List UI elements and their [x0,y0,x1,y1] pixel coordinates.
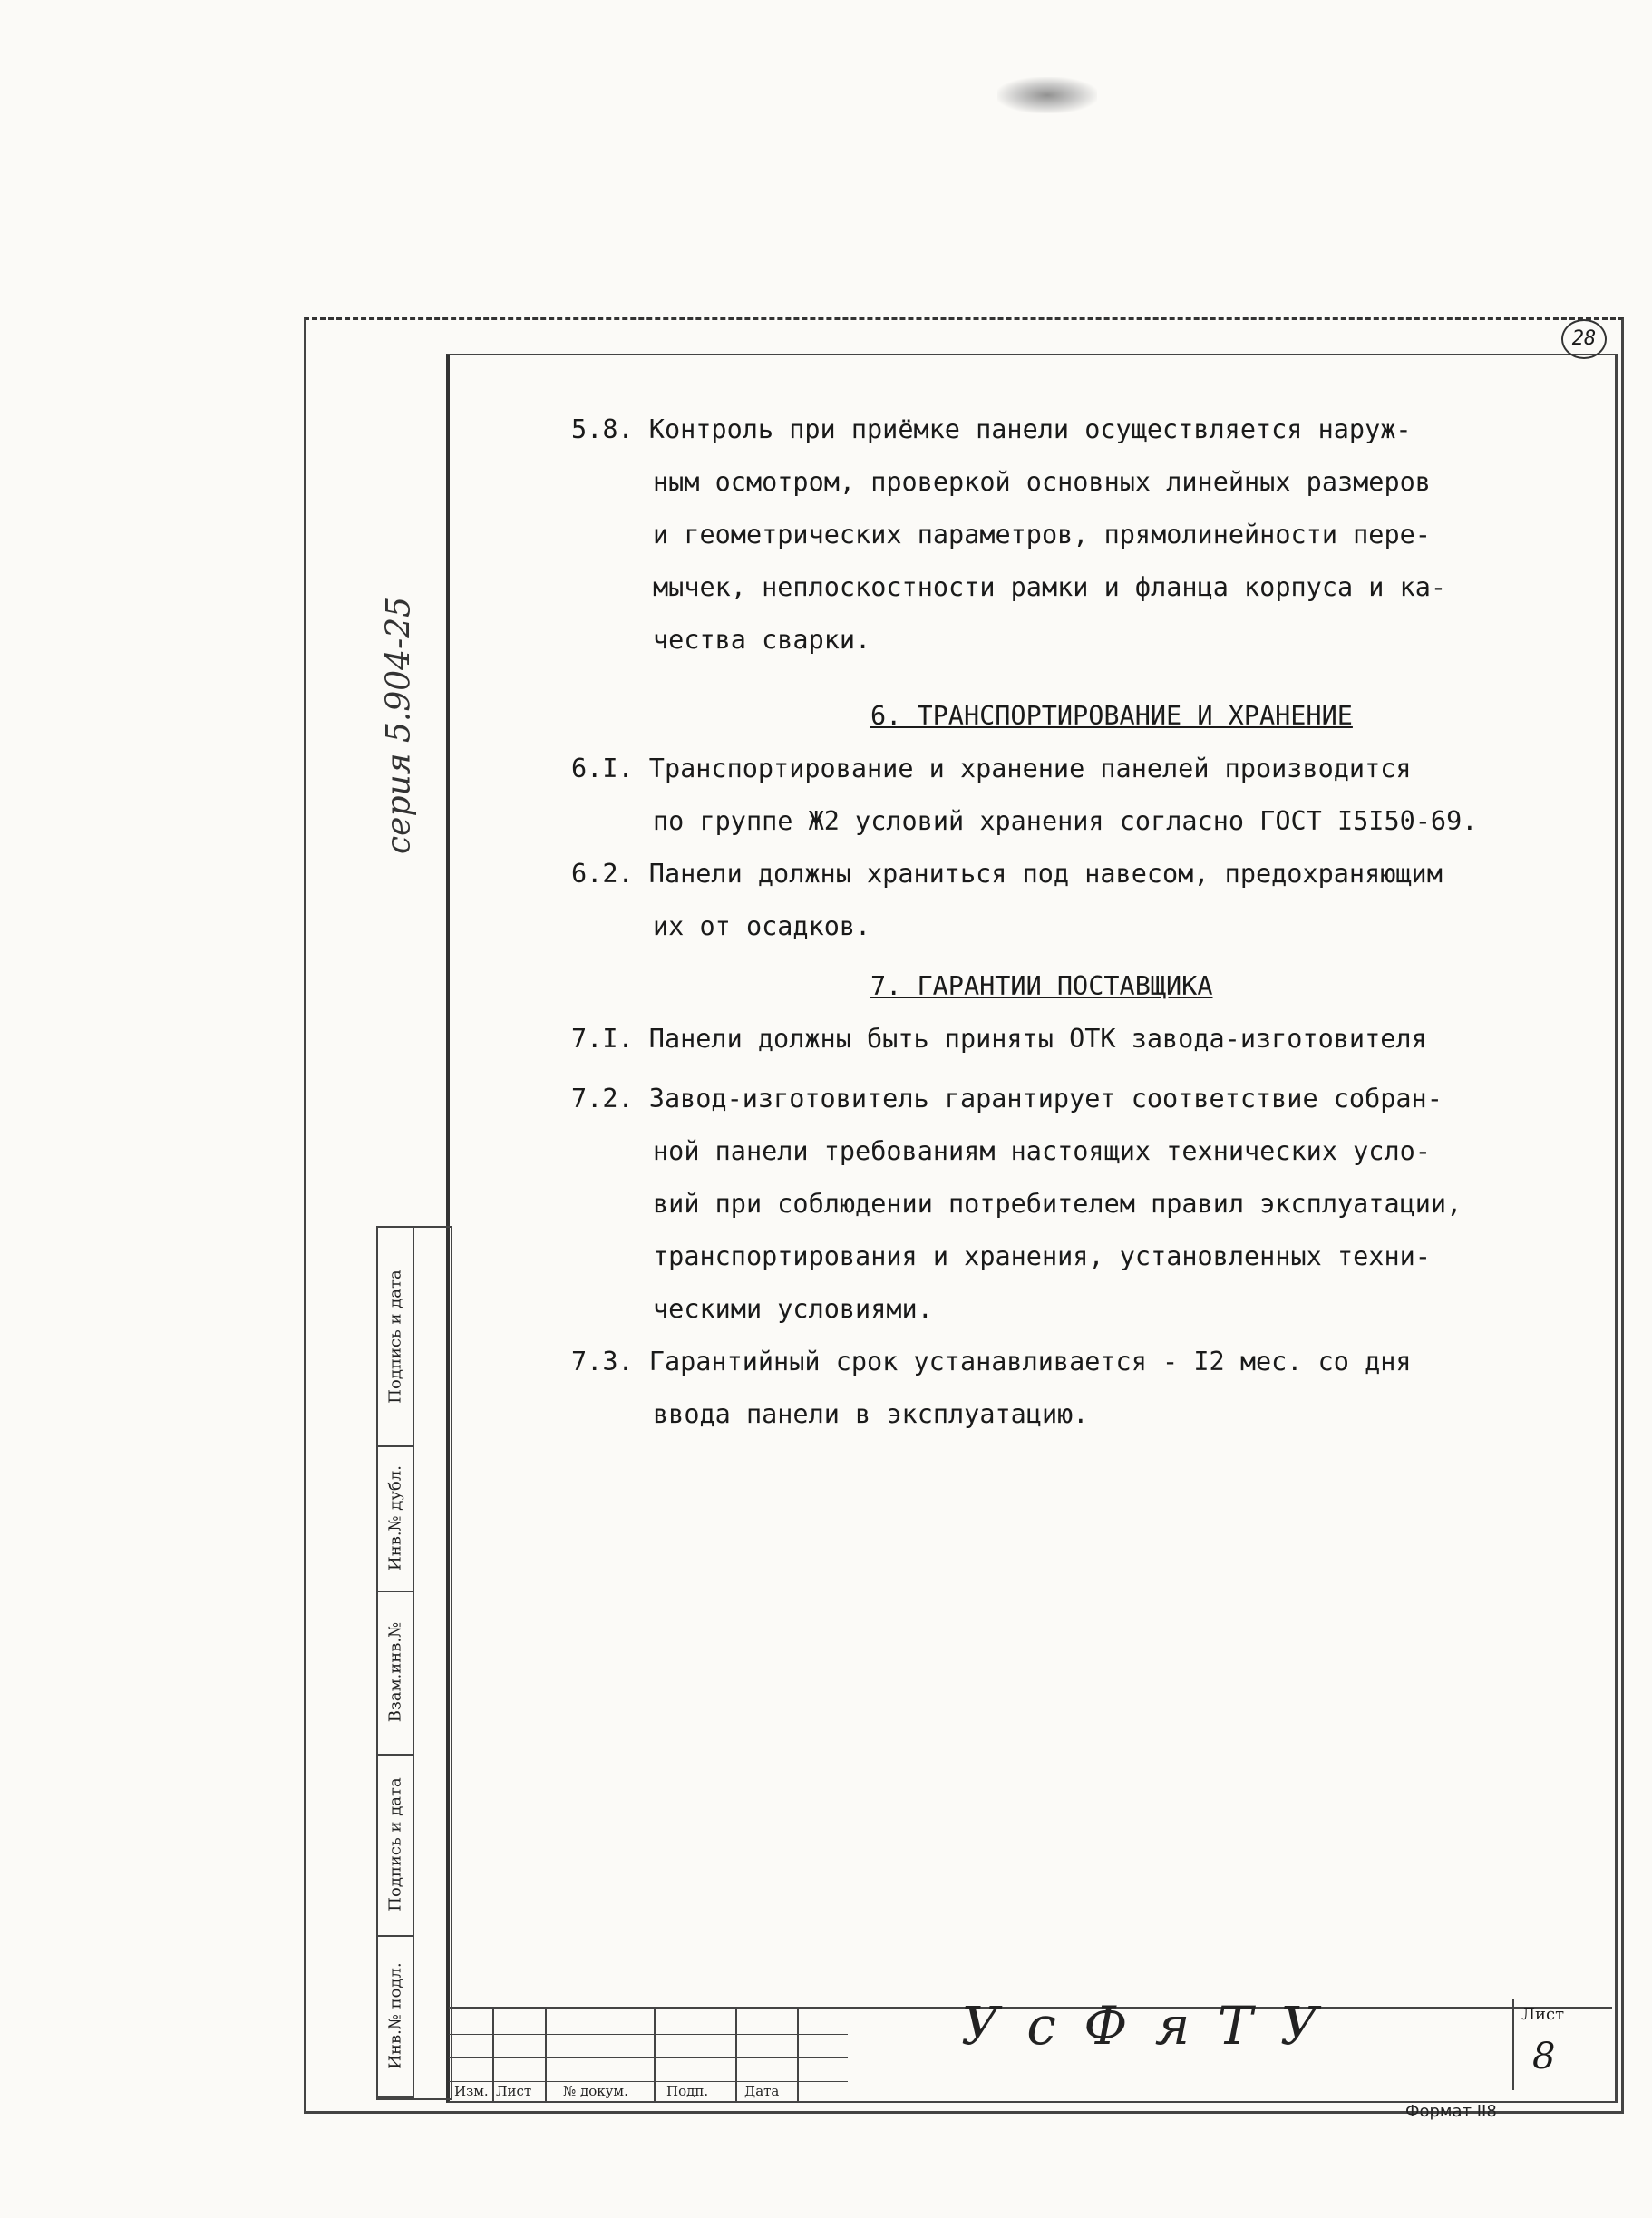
tb-label: Лист [496,2083,532,2099]
text-line: и геометрических параметров, прямолинейности пере- [653,520,1431,550]
text-line: 5.8. Контроль при приёмке панели осуществляется наруж- [571,414,1412,444]
series-stamp [363,544,435,907]
sidebar-label: Подпись и дата [385,1777,405,1912]
title-block-grid [449,2009,848,2102]
scan-smudge [997,77,1097,113]
sidebar-cell [378,1445,414,1592]
sheet-label: Лист [1521,2005,1565,2024]
sidebar-label: Взам.инв.№ [385,1621,405,1723]
series-stamp-text: серия 5.904-25 [380,596,418,855]
text-line: по группе Ж2 условий хранения согласно ГОСТ I5I50-69. [653,806,1478,836]
text-line: 6.2. Панели должны храниться под навесом, предохраняющим [571,859,1443,889]
tb-label: Дата [744,2083,780,2099]
text-line: ным осмотром, проверкой основных линейных размеров [653,467,1431,497]
format-label: Формат II8 [1405,2102,1497,2121]
text-line: их от осадков. [653,911,871,941]
approval-sidebar [376,1226,452,2100]
sheet-number: 8 [1532,2036,1556,2077]
sidebar-cell [378,1935,414,2098]
text-line: 7.I. Панели должны быть приняты ОТК завода-изготовителя [571,1024,1427,1054]
page-number-mark: 28 [1561,319,1607,359]
sidebar-label: Подпись и дата [385,1270,405,1404]
tb-row [449,2057,848,2058]
sidebar-label: Инв.№ подл. [385,1962,405,2069]
tb-row [449,2081,848,2082]
tb-label: № докум. [563,2083,628,2099]
section-heading: 7. ГАРАНТИИ ПОСТАВЩИКА [870,971,1213,1001]
sidebar-cell [378,1228,414,1447]
tb-label: Изм. [454,2083,489,2099]
text-line: чества сварки. [653,625,871,655]
sidebar-label: Инв.№ дубл. [385,1465,405,1571]
text-line: ввода панели в эксплуатацию. [653,1399,1089,1429]
text-line: транспортирования и хранения, установленных техни- [653,1241,1431,1271]
text-line: мычек, неплоскостности рамки и фланца корпуса и ка- [653,572,1447,602]
tb-label: Подп. [666,2083,709,2099]
document-body [571,404,1550,1441]
document-code: У с Ф я Т У [961,1995,1324,2057]
text-line: 6.I. Транспортирование и хранение панелей производится [571,754,1412,783]
sidebar-cell [378,1591,414,1756]
text-line: вий при соблюдении потребителем правил эксплуатации, [653,1189,1463,1219]
text-line: ной панели требованиям настоящих технических усло- [653,1136,1431,1166]
sheet-box [1512,1999,1607,2090]
tb-row [449,2034,848,2035]
text-line: 7.3. Гарантийный срок устанавливается - I2 мес. со дня [571,1347,1412,1377]
section-heading: 6. ТРАНСПОРТИРОВАНИЕ И ХРАНЕНИЕ [870,701,1353,731]
text-line: ческими условиями. [653,1294,933,1324]
text-line: 7.2. Завод-изготовитель гарантирует соответствие собран- [571,1084,1443,1114]
sidebar-cell [378,1754,414,1937]
